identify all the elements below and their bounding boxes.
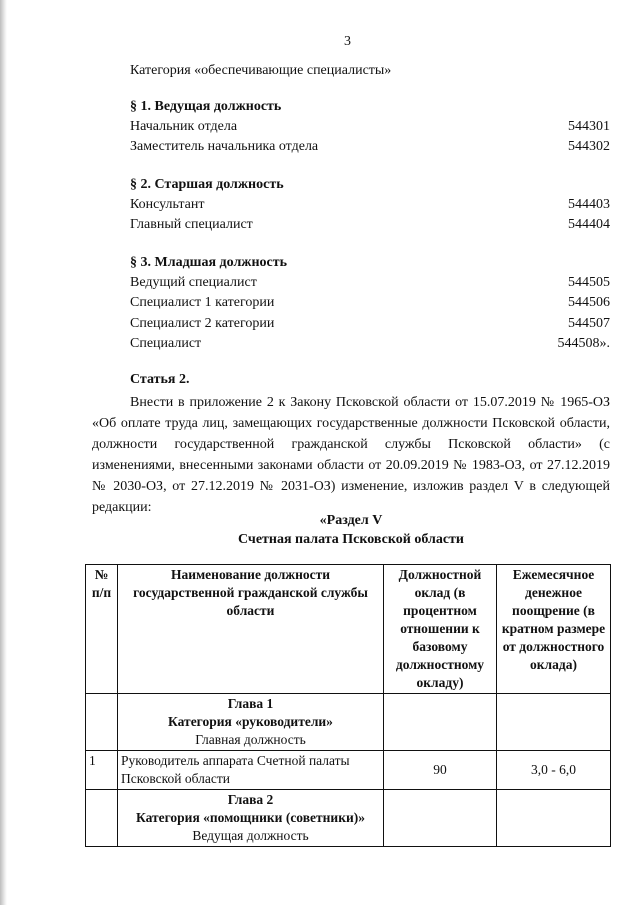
list-item [130, 275, 610, 291]
section-2-title: § 2. Старшая должность [130, 177, 284, 192]
article-text [92, 392, 610, 518]
razdel-title: «Раздел V [319, 513, 383, 528]
article-paragraph: Внести в приложение 2 к Закону Псковской области от 15.07.2019 № 1965-ОЗ «Об оплате труда лиц, замещающих государственные должности Псковской области, должности государственной гражданской службы Псковской области» (с изменениями, внесенными законами области от 20.09.2019 № 1983-ОЗ, от 27.12.2019 № 2030-ОЗ, от 27.12.2019 № 2031-ОЗ) изменение, изложив раздел V в следующей редакции: [92, 395, 610, 515]
table-row [86, 694, 611, 751]
chapter-2-cell [118, 790, 384, 847]
position-code: 544505 [568, 275, 610, 290]
position-code: 544507 [568, 316, 610, 331]
position-code: 544301 [568, 119, 610, 134]
position-name: Специалист 2 категории [130, 316, 275, 331]
row-name: Руководитель аппарата Счетной палаты Псковской области [118, 751, 384, 790]
table-row [86, 751, 611, 790]
list-item [130, 139, 610, 155]
section-1-title: § 1. Ведущая должность [130, 99, 282, 114]
position-code: 544404 [568, 217, 610, 232]
position-name: Консультант [130, 197, 205, 212]
chapter-2-level: Ведущая должность [192, 828, 309, 843]
category-header: Категория «обеспечивающие специалисты» [130, 63, 392, 78]
header-name: Наименование должности государственной гражданской службы области [118, 565, 384, 694]
list-item [130, 119, 610, 135]
header-salary: Должностной оклад (в процентном отношении к базовому должностному окладу) [384, 565, 497, 694]
position-code: 544302 [568, 139, 610, 154]
list-item [130, 197, 610, 213]
position-code: 544403 [568, 197, 610, 212]
razdel-subtitle: Счетная палата Псковской области [238, 532, 464, 547]
table-row [86, 790, 611, 847]
table-header-row [86, 565, 611, 694]
article-title: Статья 2. [130, 372, 190, 387]
row-salary: 90 [384, 751, 497, 790]
chapter-1-level: Главная должность [195, 732, 306, 747]
position-name: Главный специалист [130, 217, 253, 232]
list-item [130, 295, 610, 311]
position-name: Ведущий специалист [130, 275, 257, 290]
position-name: Заместитель начальника отдела [130, 139, 319, 154]
position-name: Специалист [130, 336, 202, 351]
header-bonus: Ежемесячное денежное поощрение (в кратном размере от должностного оклада) [497, 565, 611, 694]
row-bonus: 3,0 - 6,0 [497, 751, 611, 790]
list-item [130, 336, 610, 352]
chapter-1-cell [118, 694, 384, 751]
row-num: 1 [86, 751, 118, 790]
chapter-1-title: Глава 1 [227, 696, 274, 711]
page-number: 3 [344, 34, 351, 49]
chapter-2-category: Категория «помощники (советники)» [136, 810, 365, 825]
scan-edge-shadow [0, 0, 7, 905]
positions-table [85, 564, 611, 847]
position-name: Начальник отдела [130, 119, 238, 134]
position-code: 544506 [568, 295, 610, 310]
section-3-title: § 3. Младшая должность [130, 255, 288, 270]
list-item [130, 217, 610, 233]
position-code: 544508». [557, 336, 610, 351]
chapter-1-category: Категория «руководители» [168, 714, 333, 729]
list-item [130, 316, 610, 332]
header-num: № п/п [86, 565, 118, 694]
position-name: Специалист 1 категории [130, 295, 275, 310]
chapter-2-title: Глава 2 [227, 792, 274, 807]
